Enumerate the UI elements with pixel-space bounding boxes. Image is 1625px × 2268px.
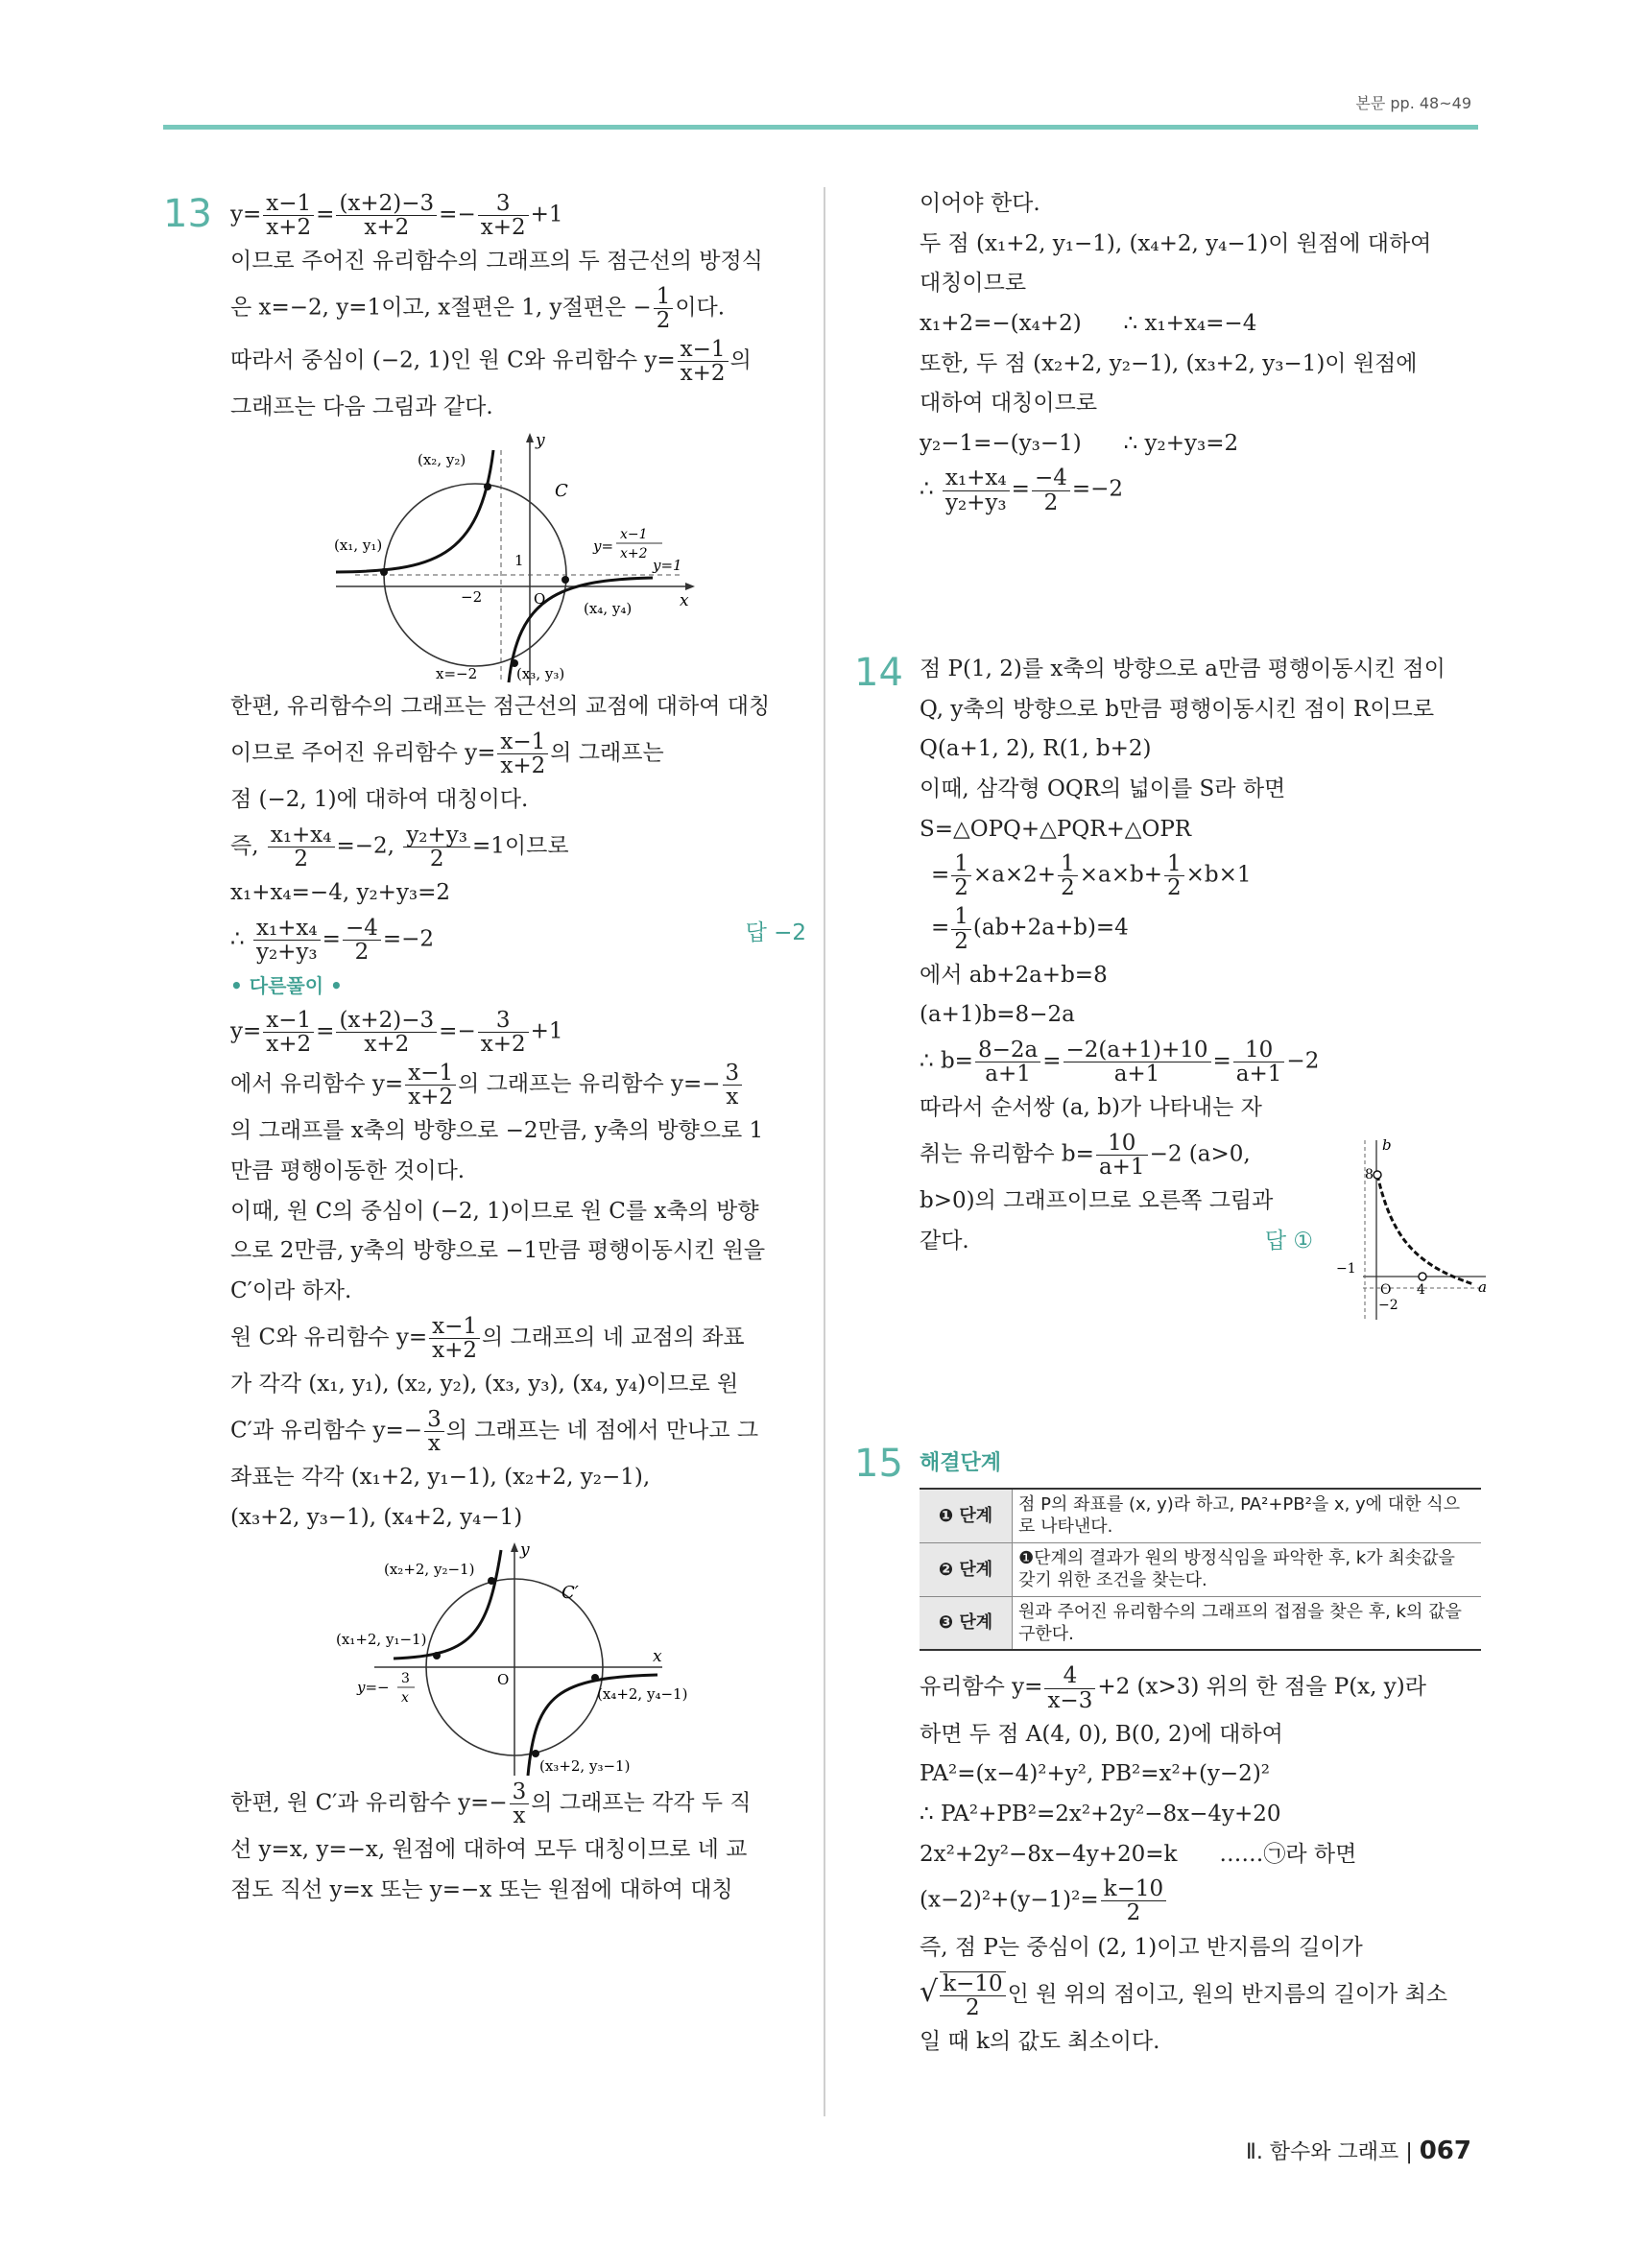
text-line: √ $\frac{k-10}{2}$ 인 원 위의 점이고, 원의 반지름의 길이가 최소: [920, 1971, 1448, 2021]
alt-solution-label: • 다른풀이 •: [230, 973, 343, 997]
text-line: 은 x=−2, y=1이고, x절편은 1, y절편은 − $\frac{1}{2}$ 이다.: [230, 283, 726, 334]
text-line: (x−2)²+(y−1)²= $\frac{k-10}{2}$: [920, 1877, 1486, 1924]
point-label: (x₃+2, y₃−1): [539, 1757, 631, 1776]
text-line: x₁+2=−(x₄+2) ∴ x₁+x₄=−4: [920, 310, 1257, 336]
circle-label: C: [555, 481, 568, 502]
text-line: C′과 유리함수 y=− $\frac{3}{x}$ 의 그래프는 네 점에서 만나고 그: [230, 1406, 759, 1456]
point-label: (x₂+2, y₂−1): [384, 1561, 475, 1579]
function-label: y=−: [357, 1679, 390, 1697]
text-line: PA²=(x−4)²+y², PB²=x²+(y−2)²: [920, 1761, 1271, 1787]
text-line: Q(a+1, 2), R(1, b+2): [920, 736, 1152, 762]
step-row: [920, 1489, 1481, 1542]
problem-15-number: 15: [854, 1442, 903, 1486]
point-label: (x₂, y₂): [418, 451, 466, 469]
header-rule: [163, 125, 1478, 130]
graph-b-curve: [1325, 1133, 1488, 1325]
problem-15: [920, 1447, 1486, 2065]
text-line: 만큼 평행이동한 것이다.: [230, 1158, 466, 1184]
x-axis-label: x: [653, 1647, 662, 1667]
step-text: 원과 주어진 유리함수의 그래프의 접점을 찾은 후, k의 값을 구한다.: [1013, 1596, 1482, 1650]
text-line: x₁+x₄=−4, y₂+y₃=2: [230, 879, 451, 905]
page-number: 067: [1419, 2137, 1471, 2165]
text-line: 점도 직선 y=x 또는 y=−x 또는 원점에 대하여 대칭: [230, 1877, 733, 1903]
text-line: 의 그래프를 x축의 방향으로 −2만큼, y축의 방향으로 1: [230, 1118, 764, 1144]
text-line: 따라서 중심이 (−2, 1)인 원 C와 유리함수 y= $\frac{x-1}{x+2}$ 의: [230, 337, 752, 387]
problem-13-number: 13: [163, 192, 212, 236]
text-line: (a+1)b=8−2a: [920, 1002, 1075, 1028]
page-footer: [1246, 2136, 1471, 2165]
step-row: [920, 1596, 1481, 1650]
tick-label: −2: [1378, 1298, 1398, 1313]
text-line: 일 때 k의 값도 최소이다.: [920, 2029, 1160, 2055]
point-label: (x₁, y₁): [334, 537, 383, 555]
y-axis-label: b: [1382, 1136, 1392, 1154]
footer-separator: |: [1405, 2140, 1420, 2164]
x-axis-label: a: [1478, 1278, 1487, 1296]
text-line: ∴ $\frac{\text{x₁+x₄}}{\text{y₂+y₃}}$ = $\frac{-4}{2}$ =−2: [920, 466, 1124, 515]
text-line: 같다. 답 ①: [920, 1225, 1313, 1259]
page-range: 본문 pp. 48~49: [1355, 94, 1471, 112]
text-line: 이므로 주어진 유리함수의 그래프의 두 점근선의 방정식: [230, 249, 763, 275]
answer: 답 −2: [745, 919, 806, 945]
text-line: C′이라 하자.: [230, 1278, 352, 1304]
text-line: b>0)의 그래프이므로 오른쪽 그림과: [920, 1188, 1274, 1214]
text-line: 2x²+2y²−8x−4y+20=k ……㉠라 하면: [920, 1841, 1357, 1867]
text-line: (x₃+2, y₃−1), (x₄+2, y₄−1): [230, 1504, 523, 1530]
text-line: 한편, 원 C′과 유리함수 y=− $\frac{3}{x}$ 의 그래프는 각각 두 직: [230, 1779, 752, 1829]
text-line: S=△OPQ+△PQR+△OPR: [920, 816, 1192, 842]
text-line: = $\frac{1}{2}$ (ab+2a+b)=4: [931, 904, 1129, 954]
text-line: Q, y축의 방향으로 b만큼 평행이동시킨 점이 R이므로: [920, 696, 1435, 722]
point-label: (x₄+2, y₄−1): [597, 1685, 688, 1704]
text-line: 한편, 유리함수의 그래프는 점근선의 교점에 대하여 대칭: [230, 694, 771, 720]
origin-label: O: [497, 1671, 510, 1689]
text-line: 좌표는 각각 (x₁+2, y₁−1), (x₂+2, y₂−1),: [230, 1464, 651, 1490]
tick-label: −1: [1336, 1261, 1356, 1277]
function-label: x: [401, 1690, 409, 1707]
function-label: 3: [401, 1671, 410, 1687]
y-axis-label: y: [536, 431, 545, 451]
circle-label: C′: [562, 1583, 579, 1604]
origin-label: O: [534, 590, 546, 609]
text-line: 이때, 삼각형 OQR의 넓이를 S라 하면: [920, 776, 1286, 801]
text-line: y₂−1=−(y₃−1) ∴ y₂+y₃=2: [920, 430, 1239, 456]
right-column-top: [920, 187, 1486, 520]
eq-line: y= $\frac{x-1}{x+2}$ = $\frac{(x+2)-3}{x+2}$ =− $\frac{3}{x+2}$ +1: [230, 191, 563, 241]
graph-circle-c-prime: [230, 1540, 806, 1780]
function-label: x+2: [620, 546, 648, 562]
text-line: 즉, $\frac{\text{x₁+x₄}}{2}$ =−2, $\frac{\text{y₂+y₃}}{2}$ =1이므로: [230, 822, 569, 871]
tick-label: 1: [514, 552, 524, 570]
eq-line: y= $\frac{x-1}{x+2}$ = $\frac{(x+2)-3}{x+2}$ =− $\frac{3}{x+2}$ +1: [230, 1007, 563, 1058]
text-line: 그래프는 다음 그림과 같다.: [230, 394, 493, 420]
step-text: ❶단계의 결과가 원의 방정식임을 파악한 후, k가 최솟값을 갖기 위한 조건을 찾는다.: [1013, 1542, 1482, 1596]
text-line: = $\frac{1}{2}$ ×a×2+ $\frac{1}{2}$ ×a×b+ $\frac{1}{2}$ ×b×1: [931, 851, 1252, 901]
text-line: 에서 유리함수 y= $\frac{x-1}{x+2}$ 의 그래프는 유리함수 y=− $\frac{3}{x}$: [230, 1062, 806, 1109]
function-label: x−1: [620, 527, 648, 543]
step-label: ❷ 단계: [920, 1542, 1013, 1596]
text-line: 원 C와 유리함수 y= $\frac{x-1}{x+2}$ 의 그래프의 네 교점의 좌표: [230, 1313, 745, 1363]
fraction: $\frac{x-1}{x+2}$: [263, 192, 314, 239]
x-axis-label: x: [680, 591, 689, 611]
asymptote-label: y=1: [653, 557, 682, 575]
asymptote-label: x=−2: [436, 665, 478, 683]
tick-label: 4: [1417, 1282, 1425, 1298]
fraction: $\frac{3}{x+2}$: [478, 192, 529, 239]
text-line: 점 (−2, 1)에 대하여 대칭이다.: [230, 787, 529, 813]
point-label: (x₃, y₃): [516, 665, 565, 683]
step-text: 점 P의 좌표를 (x, y)라 하고, PA²+PB²을 x, y에 대한 식으로 나타낸다.: [1013, 1489, 1482, 1542]
point-label: (x₁+2, y₁−1): [336, 1631, 427, 1649]
text-line: 이어야 한다.: [920, 191, 1040, 216]
left-column: [230, 192, 806, 1914]
fraction: $\frac{(x+2)-3}{x+2}$: [336, 192, 437, 239]
step-label: ❸ 단계: [920, 1596, 1013, 1650]
chapter-title: Ⅱ. 함수와 그래프: [1245, 2140, 1399, 2164]
text-line: 가 각각 (x₁, y₁), (x₂, y₂), (x₃, y₃), (x₄, y₄)이므로 원: [230, 1371, 739, 1397]
step-row: [920, 1542, 1481, 1596]
text-line: 따라서 순서쌍 (a, b)가 나타내는 자: [920, 1095, 1262, 1121]
tick-label: −2: [461, 588, 483, 607]
problem-14-number: 14: [854, 651, 903, 695]
text-line: 또한, 두 점 (x₂+2, y₂−1), (x₃+2, y₃−1)이 원점에: [920, 350, 1418, 376]
text-line: ∴ b= $\frac{8-2a}{a+1}$ = $\frac{-2(a+1)+10}{a+1}$ = $\frac{10}{a+1}$ −2: [920, 1038, 1320, 1087]
text-line: 이때, 원 C의 중심이 (−2, 1)이므로 원 C를 x축의 방향: [230, 1198, 759, 1224]
text-line: ∴ PA²+PB²=2x²+2y²−8x−4y+20: [920, 1802, 1281, 1826]
steps-table: [920, 1488, 1481, 1651]
point-label: (x₄, y₄): [584, 600, 633, 618]
text-line: 대칭이므로: [920, 271, 1027, 297]
text-line: 유리함수 y= $\frac{4}{x-3}$ +2 (x>3) 위의 한 점을 P(x, y)라: [920, 1663, 1426, 1713]
steps-title: 해결단계: [920, 1451, 1002, 1475]
step-label: ❶ 단계: [920, 1489, 1013, 1542]
text-line: 취는 유리함수 b= $\frac{10}{a+1}$ −2 (a>0,: [920, 1130, 1251, 1181]
eq-text: y=: [230, 202, 262, 227]
text-line: 에서 ab+2a+b=8: [920, 962, 1108, 988]
problem-14-text-wrap: [920, 1091, 1313, 1258]
text-line: 선 y=x, y=−x, 원점에 대하여 모두 대칭이므로 네 교: [230, 1837, 748, 1863]
origin-label: O: [1380, 1282, 1392, 1298]
text-line: ∴ $\frac{\text{x₁+x₄}}{\text{y₂+y₃}}$ = $\frac{-4}{2}$ =−2 답 −2: [230, 915, 806, 965]
text-line: 즉, 점 P는 중심이 (2, 1)이고 반지름의 길이가: [920, 1934, 1363, 1960]
answer: 답 ①: [1264, 1228, 1313, 1253]
text-line: 대하여 대칭이므로: [920, 391, 1098, 417]
text-line: 두 점 (x₁+2, y₁−1), (x₄+2, y₄−1)이 원점에 대하여: [920, 230, 1432, 256]
text-line: 으로 2만큼, y축의 방향으로 −1만큼 평행이동시킨 원을: [230, 1238, 766, 1264]
column-divider: [824, 187, 825, 2116]
graph-circle-c: [230, 431, 806, 690]
text-line: 하면 두 점 A(4, 0), B(0, 2)에 대하여: [920, 1721, 1283, 1747]
text-line: 점 P(1, 2)를 x축의 방향으로 a만큼 평행이동시킨 점이: [920, 657, 1446, 681]
function-label: y=: [593, 537, 614, 556]
tick-label: 8: [1365, 1167, 1374, 1182]
y-axis-label: y: [520, 1540, 530, 1561]
text-line: 이므로 주어진 유리함수 y= $\frac{x-1}{x+2}$ 의 그래프는: [230, 728, 664, 778]
